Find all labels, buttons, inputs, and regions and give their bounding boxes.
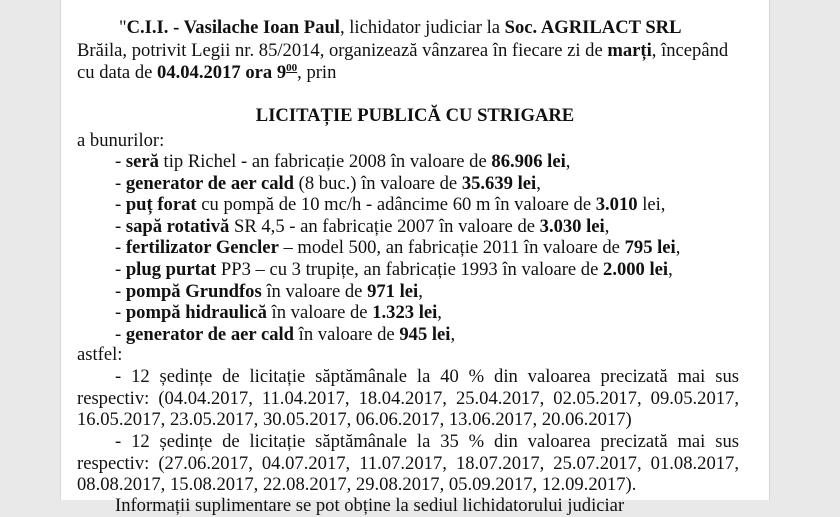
item-end: , xyxy=(668,259,673,280)
item-dash: - xyxy=(115,323,126,345)
item-value: 3.010 xyxy=(595,194,638,216)
item-value: 1.323 lei xyxy=(372,302,438,324)
item-description: în valoare de xyxy=(261,280,368,302)
item-dash: - xyxy=(115,151,126,172)
start-date: 04.04.2017 ora 9 xyxy=(157,62,287,83)
goods-item xyxy=(115,194,665,216)
goods-item xyxy=(115,151,570,173)
item-end: , xyxy=(675,237,681,259)
item-name: pompă Grundfos xyxy=(125,280,262,302)
item-value: 3.030 lei xyxy=(539,215,605,237)
intro-line-3 xyxy=(77,62,336,84)
item-value: 795 lei xyxy=(624,237,676,259)
item-end: , xyxy=(418,280,423,302)
item-dash: - xyxy=(115,194,126,216)
item-end: , xyxy=(565,151,571,172)
session-2-line-2: respectiv: (27.06.2017, 04.07.2017, 11.07.2017, 18.07.2017, 25.07.2017, 01.08.2017, xyxy=(77,453,739,474)
astfel-label: astfel: xyxy=(77,344,123,365)
practitioner-name: C.I.I. - Vasilache Ioan Paul xyxy=(126,17,340,38)
item-name: pompă hidraulică xyxy=(125,302,267,324)
item-value: 945 lei xyxy=(399,323,451,345)
item-name: generator de aer cald xyxy=(125,323,295,345)
goods-item xyxy=(115,216,609,238)
item-name: fertilizator Gencler xyxy=(125,237,279,259)
item-end: , xyxy=(536,172,541,194)
item-value: 35.639 lei xyxy=(461,172,537,194)
intro-line-1 xyxy=(119,17,682,39)
intro-line-2 xyxy=(77,40,728,62)
item-name: seră xyxy=(125,151,159,172)
item-value: 971 lei xyxy=(367,280,419,302)
quote-mark: " xyxy=(119,17,127,38)
item-name: generator de aer cald xyxy=(125,172,295,194)
cut-off-line: Informații suplimentare se pot obține la sediul lichidatorului judiciar xyxy=(115,495,625,516)
intro-text: cu data de xyxy=(77,62,158,83)
item-description: cu pompă de 10 mc/h - adâncime 60 m în valoare de xyxy=(196,194,596,216)
goods-item xyxy=(115,259,673,281)
intro-text: , prin xyxy=(297,62,337,83)
item-name: puț forat xyxy=(125,194,197,216)
item-dash: - xyxy=(115,215,126,237)
item-value: 86.906 lei xyxy=(491,151,566,172)
goods-item xyxy=(115,281,423,303)
session-1-line-1: - 12 ședințe de licitație săptămânale la 40 % din valoarea precizată mai sus xyxy=(115,366,739,387)
item-end: lei, xyxy=(637,194,666,216)
item-dash: - xyxy=(115,259,126,280)
item-end: , xyxy=(437,302,442,324)
session-2-line-3: 08.08.2017, 15.08.2017, 22.08.2017, 29.08.2017, 05.09.2017, 12.09.2017). xyxy=(77,474,637,495)
item-description: PP3 – cu 3 trupițe, an fabricație 1993 în valoare de xyxy=(216,259,604,280)
intro-text: Brăila, potrivit Legii nr. 85/2014, organizează vânzarea în fiecare zi de xyxy=(77,40,608,61)
goods-item xyxy=(115,324,455,346)
intro-text: , lichidator judiciar la xyxy=(339,17,505,38)
goods-item xyxy=(115,173,541,195)
item-end: , xyxy=(604,215,610,237)
weekday: marți xyxy=(607,40,652,61)
item-name: sapă rotativă xyxy=(125,215,230,237)
item-description: – model 500, an fabricație 2011 în valoare de xyxy=(278,237,625,259)
item-end: , xyxy=(450,323,456,345)
goods-intro: a bunurilor: xyxy=(77,130,165,151)
item-description: SR 4,5 - an fabricație 2007 în valoare de xyxy=(229,215,540,237)
company-name: Soc. AGRILACT SRL xyxy=(504,17,682,38)
item-dash: - xyxy=(115,172,126,194)
session-1-line-2: respectiv: (04.04.2017, 11.04.2017, 18.04.2017, 25.04.2017, 02.05.2017, 09.05.2017, xyxy=(77,388,739,409)
document-page xyxy=(60,0,770,516)
start-minutes: 00 xyxy=(286,62,298,74)
item-value: 2.000 lei xyxy=(603,259,669,280)
item-description: în valoare de xyxy=(294,323,400,345)
item-description: (8 buc.) în valoare de xyxy=(294,172,462,194)
goods-item xyxy=(115,302,442,324)
item-description: în valoare de xyxy=(266,302,373,324)
item-dash: - xyxy=(115,280,126,302)
item-name: plug purtat xyxy=(125,259,217,280)
document-title: LICITAȚIE PUBLICĂ CU STRIGARE xyxy=(255,105,575,126)
item-dash: - xyxy=(115,302,126,324)
session-2-line-1: - 12 ședințe de licitație săptămânale la 35 % din valoarea precizată mai sus xyxy=(115,431,739,452)
item-dash: - xyxy=(115,237,126,259)
intro-text: , începând xyxy=(651,40,729,61)
goods-item xyxy=(115,237,680,259)
item-description: tip Richel - an fabricație 2008 în valoare de xyxy=(158,151,492,172)
session-1-line-3: 16.05.2017, 23.05.2017, 30.05.2017, 06.06.2017, 13.06.2017, 20.06.2017) xyxy=(77,409,632,430)
